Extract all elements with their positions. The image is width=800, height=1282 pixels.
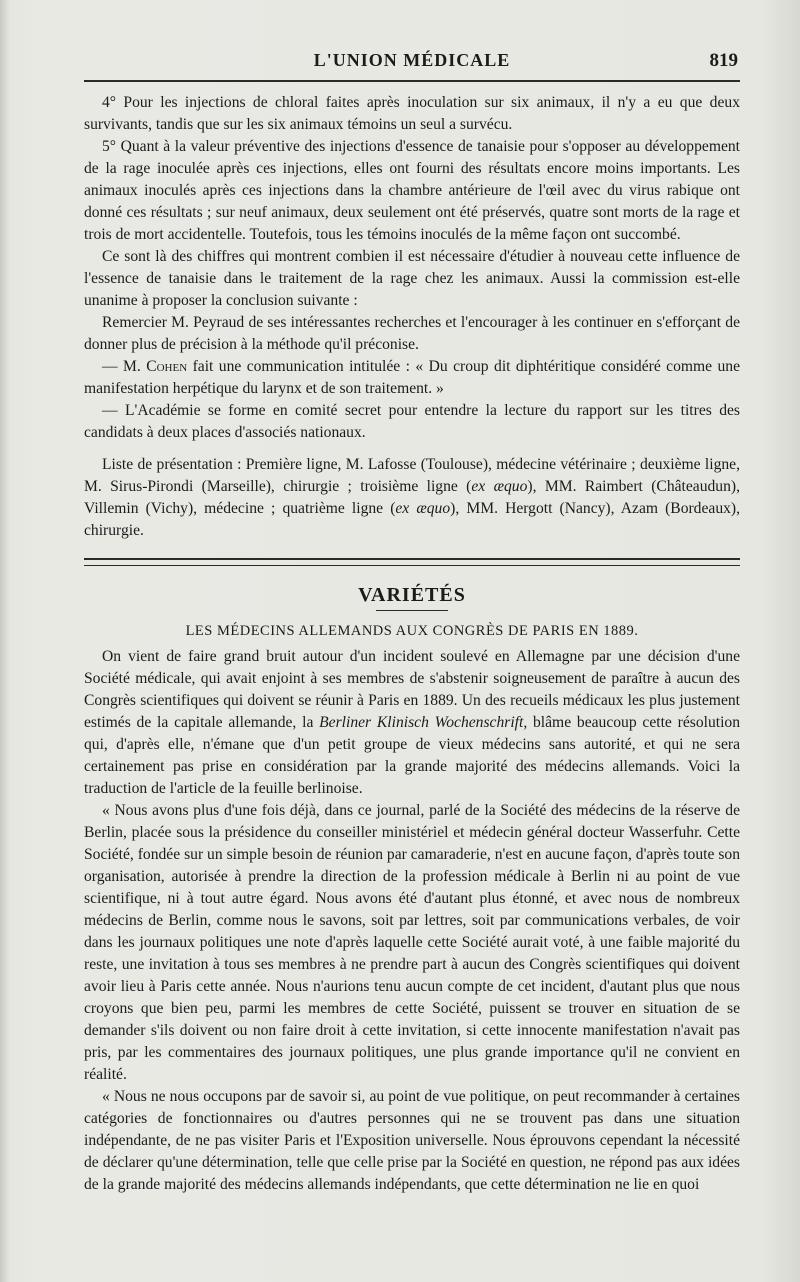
liste-exaequo-2: ex æquo [395,500,451,517]
paragraph-conclusion-intro: Ce sont là des chiffres qui montrent combien il est nécessaire d'étudier à nouveau cette influence de l'essence de tanaisie dans le traitement de la rage chez les animaux. Aussi la commission est-elle unanime à proposer la conclusion suivante : [84,248,740,309]
cohen-prefix: — M. [102,358,147,375]
paragraph-item-5: 5° Quant à la valeur préventive des injections d'essence de tanaisie pour s'opposer au développement de la rage inoculée après ces injections, elles ont fourni des résultats encore moins importants. Les animaux inoculés après ces injections dans la chambre antérieure de l'œil avec du virus rabique ont donné ces résultats ; sur neuf animaux, deux seulement ont été préservés, quatre sont morts de la rage et trois de mort accidentelle. Toutefois, tous les témoins inoculés de la même façon ont succombé. [84,138,740,243]
liste-exaequo-1: ex æquo [471,478,528,495]
header-rule [84,80,740,82]
liste-part-2: ), MM. Raimbert (Châteaudun), Villemin (Vichy), médecine ; quatrième ligne ( [84,478,740,517]
text-column [84,92,740,1196]
article-title: LES MÉDECINS ALLEMANDS AUX CONGRÈS DE PARIS EN 1889. [185,623,639,639]
journal-name: Berliner Klinisch Wochenschrift [319,714,524,731]
paragraph-academie: — L'Académie se forme en comité secret pour entendre la lecture du rapport sur les titres des candidats à deux places d'associés nationaux. [84,402,740,441]
article-p1-before: On vient de faire grand bruit autour d'un incident soulevé en Allemagne par une décision d'une Société médicale, qui avait enjoint à ses membres de s'abstenir soigneusement de paraître à aucun des Congrès scientifiques qui doivent se réunir à Paris en 1889. Un des recueils médicaux les plus justement estimés de la capitale allemande, la [84,648,740,731]
article-paragraph-2: « Nous avons plus d'une fois déjà, dans ce journal, parlé de la Société des médecins de la réserve de Berlin, placée sous la présidence du conseiller ministériel et médecin général docteur Wasserfuhr. Cette Société, fondée sur un simple besoin de réunion par camaraderie, n'est en aucune façon, d'après toute son organisation, autorisée à prendre la direction de la profession médicale à Berlin ni au point de vue scientifique, ni à tout autre égard. Nous avons été d'autant plus étonné, et avec nous de nombreux médecins de Berlin, comme nous le savons, soit par lettres, soit par communications verbales, de voir dans les journaux politiques une note d'après laquelle cette Société aurait voté, à une faible majorité du reste, une invitation à tous ses membres à ne prendre part à aucun des Congrès scientifiques qui doivent avoir lieu à Paris cette année. Nous n'aurions tenu aucun compte de cet incident, d'autant plus que nous croyons que bien peu, parmi les membres de cette Société, puissent se trouver en situation de se demander s'ils doivent ou non faire droit à cette invitation, si cette innocente manifestation n'avait pas pris, par les commentaires des journaux politiques, une plus grande importance qu'il ne convient en réalité. [84,802,740,1083]
paragraph-remercier: Remercier M. Peyraud de ses intéressantes recherches et l'encourager à les continuer en s'efforçant de donner plus de précision à la méthode qu'il préconise. [84,314,740,353]
liste-part-1: Liste de présentation : Première ligne, M. Lafosse (Toulouse), médecine vétérinaire ; deuxième ligne, M. Sirus-Pirondi (Marseille), chirurgie ; troisième ligne ( [84,456,740,495]
section-title-rule [376,610,448,611]
article-paragraph-1 [84,646,740,800]
page-number: 819 [709,50,738,71]
cohen-text: fait une communication intitulée : « Du croup dit diphtéritique considéré comme une manifestation herpétique du larynx et de son traitement. » [84,358,741,397]
section-title: VARIÉTÉS [358,584,466,606]
section-divider [84,558,740,566]
paragraph-item-4: 4° Pour les injections de chloral faites après inoculation sur six animaux, il n'y a eu que deux survivants, tandis que sur les six animaux témoins un seul a survécu. [84,94,740,133]
page-header [84,44,740,76]
liste-presentation [84,454,740,542]
article-p1-after: , blâme beaucoup cette résolution qui, d'après elle, n'émane que d'un petit groupe de vieux médecins sans autorité, et qui ne sera certainement pas prise en considération par la grande majorité des médecins allemands. Voici la traduction de l'article de la feuille berlinoise. [84,714,741,797]
article-paragraph-3: « Nous ne nous occupons par de savoir si, au point de vue politique, on peut recommander à certaines catégories de fonctionnaires ou d'autres personnes qui ne se trouvent pas dans une situation indépendante, de ne pas visiter Paris et l'Exposition universelle. Nous éprouvons cependant la nécessité de déclarer qu'une détermination, telle que celle prise par la Société en question, ne répond pas aux idées de la grande majorité des médecins allemands indépendants, que cette détermination ne lie en quoi [84,1088,740,1193]
running-title: L'UNION MÉDICALE [313,50,511,70]
cohen-name: Cohen [146,358,188,375]
liste-part-3: ), MM. Hergott (Nancy), Azam (Bordeaux), chirurgie. [84,500,741,539]
paragraph-cohen [84,356,740,400]
